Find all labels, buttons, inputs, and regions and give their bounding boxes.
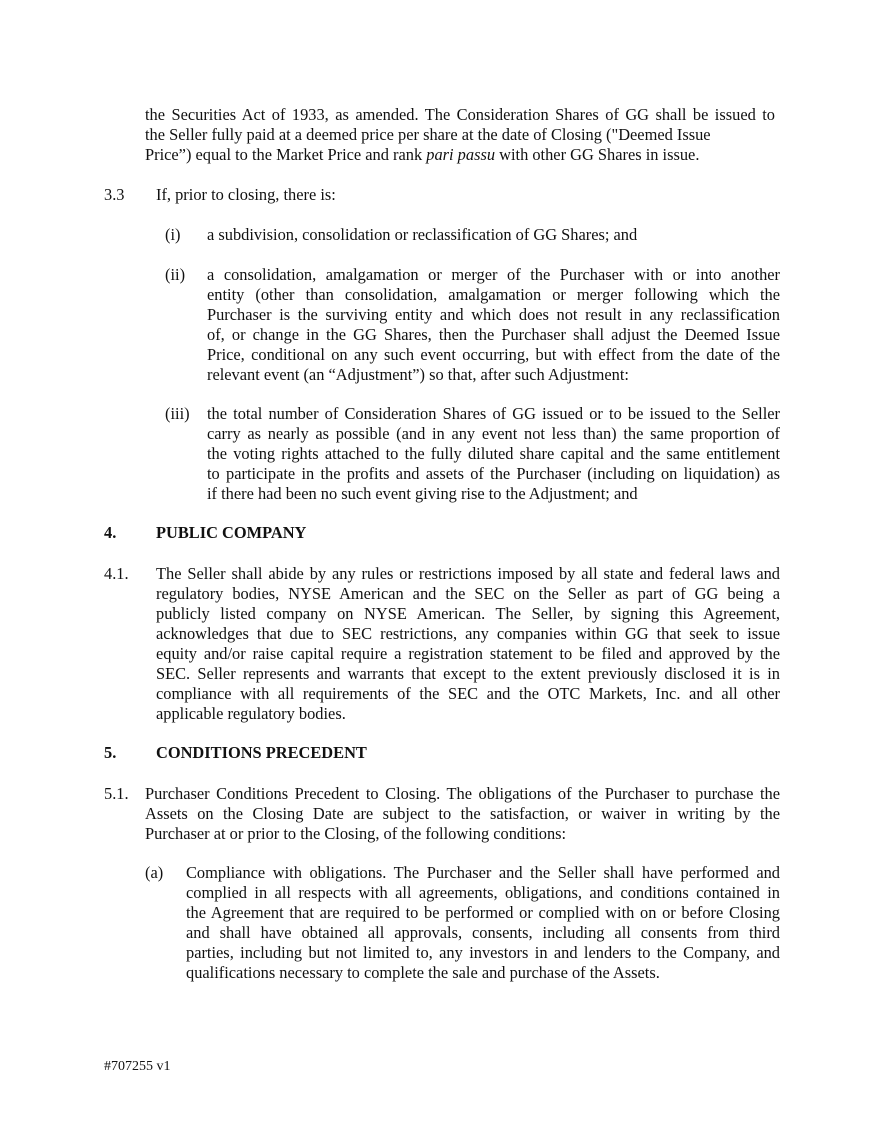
clause-line: acknowledges that due to SEC restrictions, any companies within GG that seek to issue bbox=[156, 624, 780, 643]
clause-number: 5.1. bbox=[104, 784, 129, 803]
item-line: the voting rights attached to the fully diluted share capital and the same entitlement bbox=[207, 444, 780, 463]
document-id-footer: #707255 v1 bbox=[104, 1059, 171, 1074]
clause-number: 4.1. bbox=[104, 564, 129, 583]
clause-line: SEC. Seller represents and warrants that except to the extent previously disclosed it is in bbox=[156, 664, 780, 683]
item-line: Compliance with obligations. The Purchaser and the Seller shall have performed and bbox=[186, 863, 780, 882]
item-line: the total number of Consideration Shares of GG issued or to be issued to the Seller bbox=[207, 404, 780, 423]
clause-number: 3.3 bbox=[104, 185, 125, 204]
clause-line: equity and/or raise capital require a registration statement to be filed and approved by the bbox=[156, 644, 780, 663]
item-line: parties, including but not limited to, any investors in and lenders to the Company, and bbox=[186, 943, 780, 962]
intro-line: the Seller fully paid at a deemed price per share at the date of Closing ("Deemed Issue bbox=[145, 125, 711, 144]
section-number: 5. bbox=[104, 743, 117, 762]
clause-line: compliance with all requirements of the SEC and the OTC Markets, Inc. and all other bbox=[156, 684, 780, 703]
item-line: the Agreement that are required to be performed or complied with on or before Closing bbox=[186, 903, 780, 922]
clause-line: Assets on the Closing Date are subject to the satisfaction, or waiver in writing by the bbox=[145, 804, 780, 823]
intro-text: Price”) equal to the Market Price and rank bbox=[145, 145, 427, 164]
clause-line: Purchaser at or prior to the Closing, of the following conditions: bbox=[145, 824, 567, 843]
item-line: and shall have obtained all approvals, consents, including all consents from third bbox=[186, 923, 780, 942]
clause-line: Purchaser Conditions Precedent to Closing. The obligations of the Purchaser to purchase the bbox=[145, 784, 780, 803]
item-line: Price, conditional on any such event occurring, but with effect from the date of the bbox=[207, 345, 780, 364]
intro-line bbox=[145, 145, 699, 165]
section-heading: CONDITIONS PRECEDENT bbox=[156, 743, 367, 762]
item-line: complied in all respects with all agreements, obligations, and conditions contained in bbox=[186, 883, 780, 902]
item-label: (iii) bbox=[165, 404, 190, 423]
clause-line: publicly listed company on NYSE American. The Seller, by signing this Agreement, bbox=[156, 604, 780, 623]
section-number: 4. bbox=[104, 523, 117, 542]
item-label: (i) bbox=[165, 225, 181, 244]
item-line: to participate in the profits and assets of the Purchaser (including on liquidation) as bbox=[207, 464, 780, 483]
item-line: qualifications necessary to complete the sale and purchase of the Assets. bbox=[186, 963, 660, 982]
item-label: (a) bbox=[145, 863, 164, 882]
clause-text: If, prior to closing, there is: bbox=[156, 185, 336, 204]
item-line: entity (other than consolidation, amalgamation or merger following which the bbox=[207, 285, 780, 304]
item-line: of, or change in the GG Shares, then the Purchaser shall adjust the Deemed Issue bbox=[207, 325, 780, 344]
item-line: a subdivision, consolidation or reclassification of GG Shares; and bbox=[207, 225, 638, 244]
item-line: Purchaser is the surviving entity and which does not result in any reclassification bbox=[207, 305, 780, 324]
clause-line: applicable regulatory bodies. bbox=[156, 704, 346, 723]
item-line: relevant event (an “Adjustment”) so that, after such Adjustment: bbox=[207, 365, 629, 384]
intro-text: with other GG Shares in issue. bbox=[495, 145, 700, 164]
item-line: carry as nearly as possible (and in any event not less than) the same proportion of bbox=[207, 424, 780, 443]
item-label: (ii) bbox=[165, 265, 186, 284]
item-line: a consolidation, amalgamation or merger of the Purchaser with or into another bbox=[207, 265, 780, 284]
item-line: if there had been no such event giving rise to the Adjustment; and bbox=[207, 484, 638, 503]
intro-line: the Securities Act of 1933, as amended. The Consideration Shares of GG shall be issued to bbox=[145, 105, 775, 124]
clause-line: The Seller shall abide by any rules or restrictions imposed by all state and federal laws and bbox=[156, 564, 780, 583]
clause-line: regulatory bodies, NYSE American and the SEC on the Seller as part of GG being a bbox=[156, 584, 780, 603]
section-heading: PUBLIC COMPANY bbox=[156, 523, 307, 542]
pari-passu-italic: pari passu bbox=[426, 145, 496, 164]
